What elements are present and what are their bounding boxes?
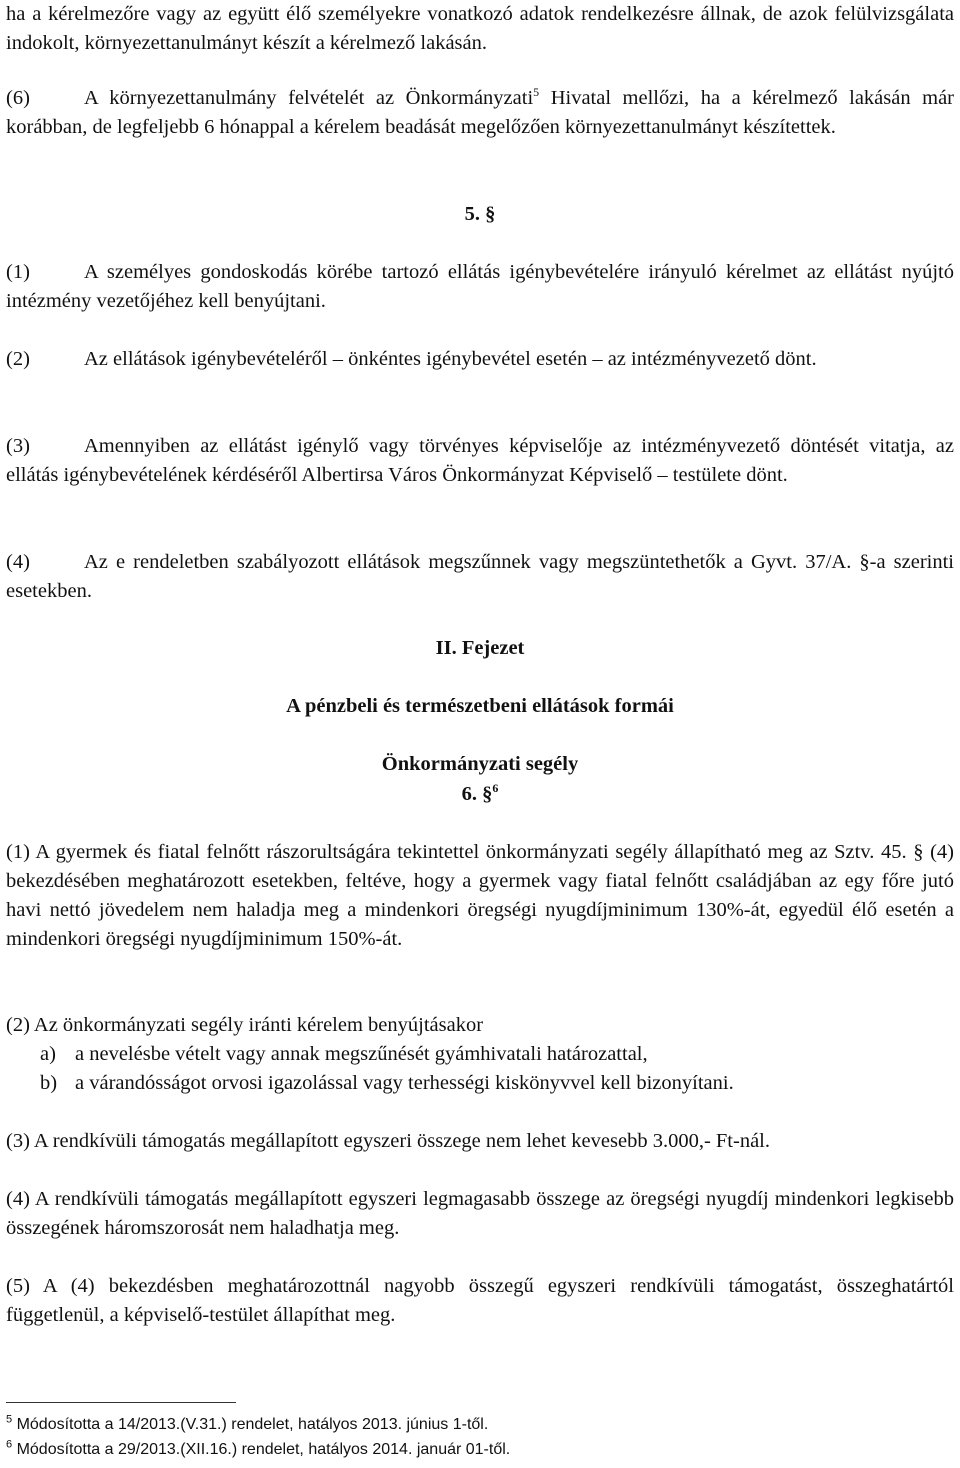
subsection-title: Önkormányzati segély bbox=[381, 753, 579, 775]
section-6-paragraph-1 bbox=[6, 838, 954, 954]
paragraph-text: A személyes gondoskodás körébe tartozó ellátás igénybevételére irányuló kérelmet az ellátást nyújtó intézmény vezetőjéhez kell benyújtani. bbox=[6, 261, 954, 312]
paragraph-text: (1) A gyermek és fiatal felnőtt rászorultságára tekintettel önkormányzati segély állapítható meg az Sztv. 45. § (4) bekezdésében meghatározott esetekben, feltéve, hogy a gyermek vagy fiatal felnőtt családjában az egy főre jutó havi nettó jövedelem nem haladja meg a mindenkori öregségi nyugdíjminimum 130%-át, egyedül élő esetén a mindenkori öregségi nyugdíjminimum 150%-át. bbox=[6, 841, 954, 950]
footnote bbox=[6, 1415, 488, 1435]
paragraph-6 bbox=[6, 84, 954, 142]
paragraph-number: (6) bbox=[6, 87, 30, 109]
section-6-paragraph-5 bbox=[6, 1272, 954, 1330]
footnote-text: Módosította a 29/2013.(XII.16.) rendelet, hatályos 2014. január 01-től. bbox=[16, 1441, 511, 1458]
paragraph-text: (2) Az önkormányzati segély iránti kérelem benyújtásakor bbox=[6, 1014, 484, 1036]
paragraph-text: (4) A rendkívüli támogatás megállapított egyszeri legmagasabb összege az öregségi nyugdíj mindenkori legkisebb összegének háromszorosát nem haladhatja meg. bbox=[6, 1188, 954, 1239]
list-item-text: a nevelésbe vételt vagy annak megszűnését gyámhivatali határozattal, bbox=[75, 1043, 648, 1065]
section-6-paragraph-3 bbox=[6, 1127, 954, 1156]
footnote-divider bbox=[6, 1402, 236, 1403]
footnote-ref: 5 bbox=[533, 85, 540, 100]
footnote bbox=[6, 1440, 510, 1460]
section-6-paragraph-4 bbox=[6, 1185, 954, 1243]
chapter-heading: II. Fejezet bbox=[435, 637, 525, 659]
section-5-paragraph-1 bbox=[6, 258, 954, 316]
paragraph-continuation bbox=[6, 0, 954, 58]
footnote-number: 5 bbox=[6, 1413, 13, 1426]
paragraph-text: (5) A (4) bekezdésben meghatározottnál nagyobb összegű egyszeri rendkívüli támogatást, összeghatártól függetlenül, a képviselő-testület állapíthat meg. bbox=[6, 1275, 954, 1326]
paragraph-text: (3) A rendkívüli támogatás megállapított egyszeri összege nem lehet kevesebb 3.000,- Ft-nál. bbox=[6, 1130, 770, 1152]
section-5-paragraph-3 bbox=[6, 432, 954, 490]
section-5-title: 5. § bbox=[464, 203, 496, 225]
list-item bbox=[40, 1069, 940, 1098]
paragraph-number: (2) bbox=[6, 348, 30, 370]
paragraph-text: Hivatal mellőzi, ha a kérelmező lakásán már korábban, de legfeljebb 6 hónappal a kérelem beadását megelőzően környezettanulmányt készítettek. bbox=[6, 87, 954, 138]
paragraph-number: (4) bbox=[6, 551, 30, 573]
chapter-title: A pénzbeli és természetbeni ellátások formái bbox=[286, 695, 674, 717]
footnote-ref: 6 bbox=[492, 781, 499, 796]
footnote-number: 6 bbox=[6, 1438, 13, 1451]
paragraph-number: (3) bbox=[6, 435, 30, 457]
list-item-label: b) bbox=[40, 1072, 58, 1094]
paragraph-text: Az ellátások igénybevételéről – önkéntes igénybevétel esetén – az intézményvezető dönt. bbox=[84, 348, 817, 370]
paragraph-text: Amennyiben az ellátást igénylő vagy törvényes képviselője az intézményvezető döntését vitatja, az ellátás igénybevételének kérdéséről Albertirsa Város Önkormányzat Képviselő – testülete dönt. bbox=[6, 435, 954, 486]
paragraph-number: (1) bbox=[6, 261, 30, 283]
list-item-label: a) bbox=[40, 1043, 56, 1065]
list-item bbox=[40, 1040, 940, 1069]
section-5-paragraph-4 bbox=[6, 548, 954, 606]
section-6-title: 6. §$^6$ bbox=[461, 781, 499, 805]
section-5-paragraph-2 bbox=[6, 345, 954, 374]
paragraph-text: A környezettanulmány felvételét az Önkormányzati bbox=[84, 87, 534, 109]
section-6-paragraph-2 bbox=[6, 1011, 954, 1040]
paragraph-text: Az e rendeletben szabályozott ellátások megszűnnek vagy megszüntethetők a Gyvt. 37/A. §-a szerinti esetekben. bbox=[6, 551, 954, 602]
paragraph-text: ha a kérelmezőre vagy az együtt élő személyekre vonatkozó adatok rendelkezésre állnak, de azok felülvizsgálata indokolt, környezettanulmányt készít a kérelmező lakásán. bbox=[6, 3, 954, 54]
footnote-text: Módosította a 14/2013.(V.31.) rendelet, hatályos 2013. június 1-től. bbox=[16, 1416, 489, 1433]
list-item-text: a várandósságot orvosi igazolással vagy terhességi kiskönyvvel kell bizonyítani. bbox=[75, 1072, 734, 1094]
